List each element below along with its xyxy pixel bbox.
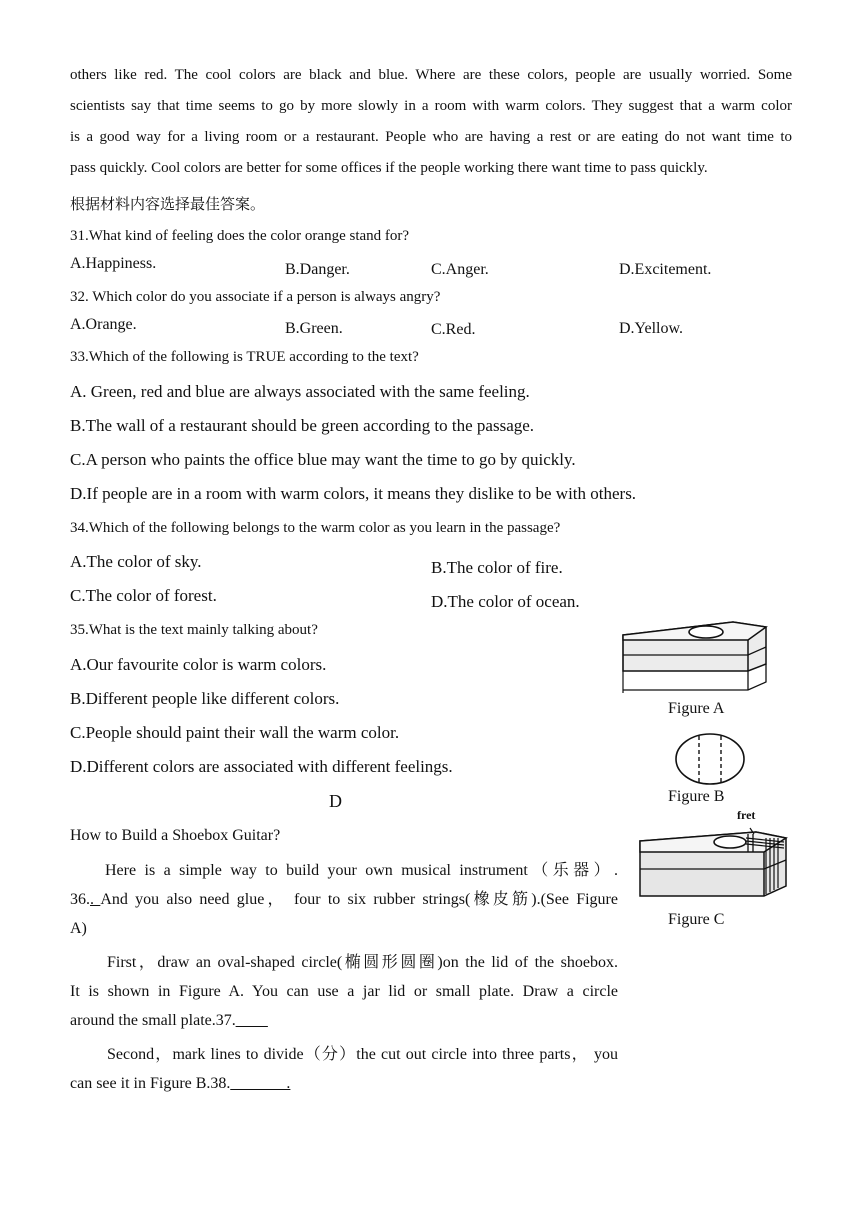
q34-option-a: A.The color of sky. — [70, 552, 202, 571]
passage-line-3: is a good way for a living room or a restaurant. People who are having a rest or are eating do not want time to — [70, 129, 792, 145]
q35-option-a: A.Our favourite color is warm colors. — [70, 655, 327, 674]
question-33-stem: 33.Which of the following is TRUE according to the text? — [70, 349, 419, 365]
q35-option-b: B.Different people like different colors. — [70, 689, 340, 708]
q33-option-c: C.A person who paints the office blue may want the time to go by quickly. — [70, 450, 576, 469]
q33-option-d: D.If people are in a room with warm colors, it means they dislike to be with others. — [70, 484, 637, 503]
q33-option-b: B.The wall of a restaurant should be green according to the passage. — [70, 416, 535, 435]
section-letter: D — [329, 791, 342, 811]
passage-line-4: pass quickly. Cool colors are better for some offices if the people working there want time to pass quickly. — [70, 160, 708, 176]
passage-line-2: scientists say that time seems to go by more slowly in a room with warm colors. They suggest that a warm color — [70, 98, 792, 114]
q32-option-a: A.Orange. — [70, 316, 137, 333]
figure-b-caption: Figure B — [668, 788, 725, 805]
section-title: How to Build a Shoebox Guitar? — [70, 827, 281, 844]
blank-36-number: 36. — [70, 891, 90, 908]
figure-c-caption: Figure C — [668, 911, 725, 928]
q32-option-d: D.Yellow. — [619, 320, 684, 337]
question-31-stem: 31.What kind of feeling does the color orange stand for? — [70, 228, 410, 244]
figure-c-fret-label: fret — [737, 808, 756, 822]
figure-b-oval-illustration — [675, 733, 747, 787]
paragraph-2-line-3 — [70, 1006, 618, 1035]
question-35-stem: 35.What is the text mainly talking about? — [70, 622, 318, 638]
figure-a-shoebox-illustration — [620, 618, 770, 698]
q32-option-b: B.Green. — [285, 320, 343, 337]
q32-option-c: C.Red. — [431, 321, 476, 338]
q35-option-c: C.People should paint their wall the warm color. — [70, 723, 400, 742]
paragraph-1-line-2-text: And you also need glue， four to six rubber strings(橡皮筋).(See Figure — [100, 891, 618, 908]
paragraph-3-line-1: Second，mark lines to divide（分）the cut out circle into three parts， you — [107, 1046, 618, 1063]
passage-line-1: others like red. The cool colors are black and blue. Where are these colors, people are usually worried. Some — [70, 67, 792, 83]
q35-option-d: D.Different colors are associated with different feelings. — [70, 757, 453, 776]
paragraph-3-line-2 — [70, 1069, 618, 1098]
paragraph-3-line-2-text: can see it in Figure B.38. — [70, 1075, 231, 1092]
paragraph-1-line-1: Here is a simple way to build your own musical instrument（乐器）. — [105, 862, 618, 879]
paragraph-1-line-3: A) — [70, 920, 87, 937]
paragraph-2-line-2: It is shown in Figure A. You can use a jar lid or small plate. Draw a circle — [70, 983, 618, 1000]
paragraph-2 — [70, 948, 618, 1035]
q31-option-c: C.Anger. — [431, 261, 489, 278]
q31-option-d: D.Excitement. — [619, 261, 712, 278]
q31-option-a: A.Happiness. — [70, 255, 157, 272]
paragraph-1 — [70, 856, 618, 943]
q34-option-b: B.The color of fire. — [431, 558, 563, 577]
q34-option-d: D.The color of ocean. — [431, 592, 580, 611]
q34-option-c: C.The color of forest. — [70, 586, 217, 605]
paragraph-1-line-2 — [70, 885, 618, 914]
q33-option-a: A. Green, red and blue are always associated with the same feeling. — [70, 382, 530, 401]
blank-38[interactable]: _______. — [230, 1075, 291, 1092]
blank-36[interactable]: . — [90, 891, 101, 908]
question-34-stem: 34.Which of the following belongs to the warm color as you learn in the passage? — [70, 520, 561, 536]
figure-a-caption: Figure A — [668, 700, 725, 717]
figure-c-guitar-illustration — [636, 808, 788, 908]
paragraph-2-line-1: First，draw an oval-shaped circle(椭圆形圆圈)on the lid of the shoebox. — [107, 954, 618, 971]
q31-option-b: B.Danger. — [285, 261, 350, 278]
paragraph-3 — [70, 1040, 618, 1098]
question-32-stem: 32. Which color do you associate if a person is always angry? — [70, 289, 441, 305]
blank-37[interactable]: ____ — [235, 1012, 268, 1029]
paragraph-2-line-3-text: around the small plate.37. — [70, 1012, 236, 1029]
instruction: 根据材料内容选择最佳答案。 — [70, 197, 266, 213]
